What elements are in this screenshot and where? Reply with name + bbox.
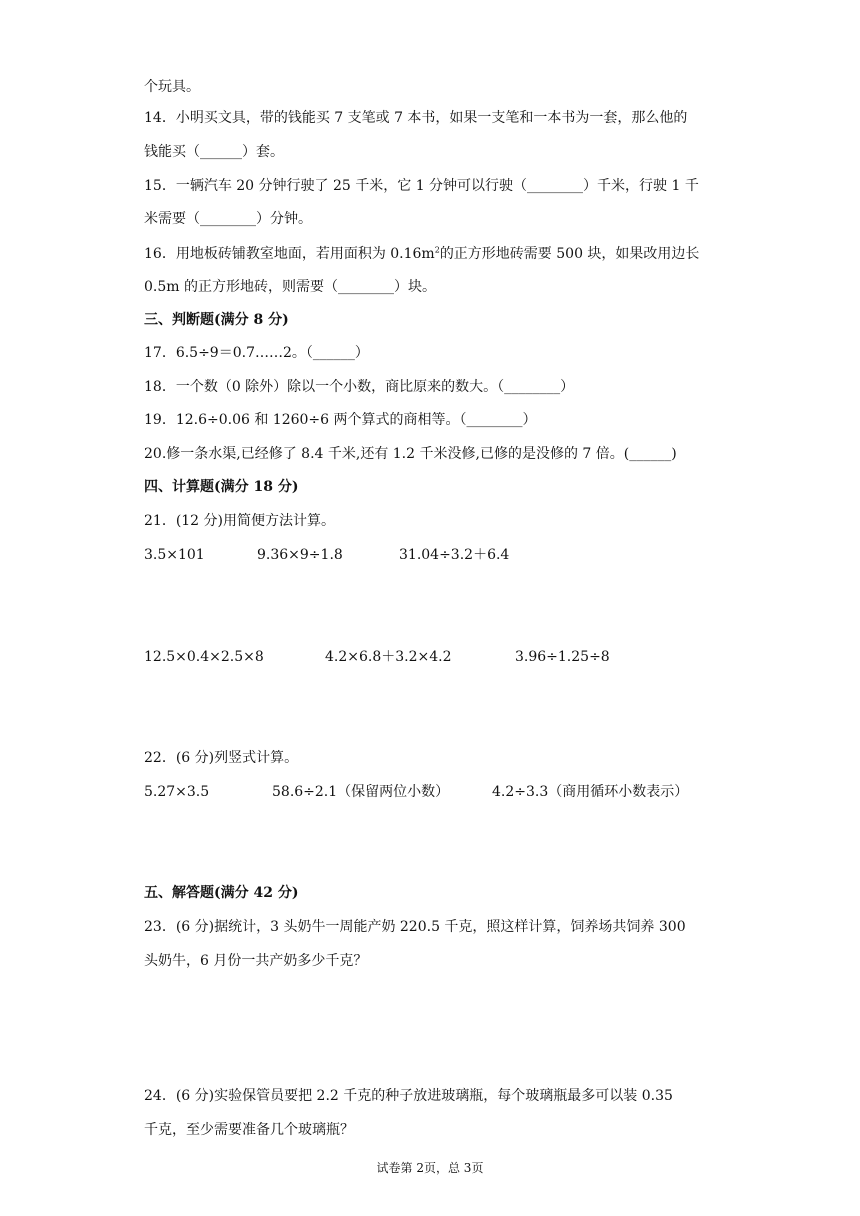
page-footer: 试卷第 2页，总 3页: [376, 1161, 484, 1175]
expression: 31.04÷3.2＋6.4: [399, 547, 510, 563]
question-14: 14．小明买文具，带的钱能买 7 支笔或 7 本书，如果一支笔和一本书为一套，那么他的: [144, 110, 688, 126]
text-line: 头奶牛，6 月份一共产奶多少千克？: [144, 953, 368, 969]
question-17: 17．6.5÷9＝0.7……2。（______）: [144, 345, 369, 361]
text-part: 16．用地板砖铺教室地面，若用面积为 0.16m: [144, 246, 435, 262]
text-line: 钱能买（______）套。: [144, 144, 284, 160]
section-heading: 四、计算题(满分 18 分): [144, 479, 299, 495]
question-16: [144, 244, 699, 264]
expression: 58.6÷2.1（保留两位小数）: [272, 784, 450, 800]
expression: 3.96÷1.25÷8: [515, 649, 610, 665]
expression: 3.5×101: [144, 547, 205, 563]
question-23: 23．(6 分)据统计，3 头奶牛一周能产奶 220.5 千克，照这样计算，饲养场共饲养 300: [144, 919, 686, 935]
text-line: 个玩具。: [144, 79, 200, 95]
section-heading: 五、解答题(满分 42 分): [144, 885, 299, 901]
question-19: 19．12.6÷0.06 和 1260÷6 两个算式的商相等。（________）: [144, 412, 537, 428]
text-line: 米需要（________）分钟。: [144, 211, 312, 227]
question-22: 22．(6 分)列竖式计算。: [144, 750, 299, 766]
text-line: 千克，至少需要准备几个玻璃瓶？: [144, 1122, 354, 1138]
text-line: 0.5m 的正方形地砖，则需要（________）块。: [144, 279, 436, 295]
question-24: 24．(6 分)实验保管员要把 2.2 千克的种子放进玻璃瓶，每个玻璃瓶最多可以装 0.35: [144, 1088, 673, 1104]
calc-row: [144, 545, 564, 565]
expression: 12.5×0.4×2.5×8: [144, 649, 264, 665]
superscript: 2: [434, 245, 440, 255]
calc-row: [144, 782, 724, 802]
question-15: 15．一辆汽车 20 分钟行驶了 25 千米，它 1 分钟可以行驶（________）千米，行驶 1 千: [144, 178, 699, 194]
section-heading: 三、判断题(满分 8 分): [144, 312, 289, 328]
question-20: 20.修一条水渠,已经修了 8.4 千米,还有 1.2 千米没修,已修的是没修的 7 倍。(______): [144, 446, 677, 462]
expression: 4.2×6.8＋3.2×4.2: [325, 649, 452, 665]
expression: 5.27×3.5: [144, 784, 210, 800]
question-21: 21．(12 分)用简便方法计算。: [144, 513, 336, 529]
expression: 4.2÷3.3（商用循环小数表示）: [492, 784, 689, 800]
text-part: 的正方形地砖需要 500 块，如果改用边长: [439, 246, 700, 262]
expression: 9.36×9÷1.8: [257, 547, 343, 563]
calc-row: [144, 647, 644, 667]
question-18: 18．一个数（0 除外）除以一个小数，商比原来的数大。（________）: [144, 379, 575, 395]
